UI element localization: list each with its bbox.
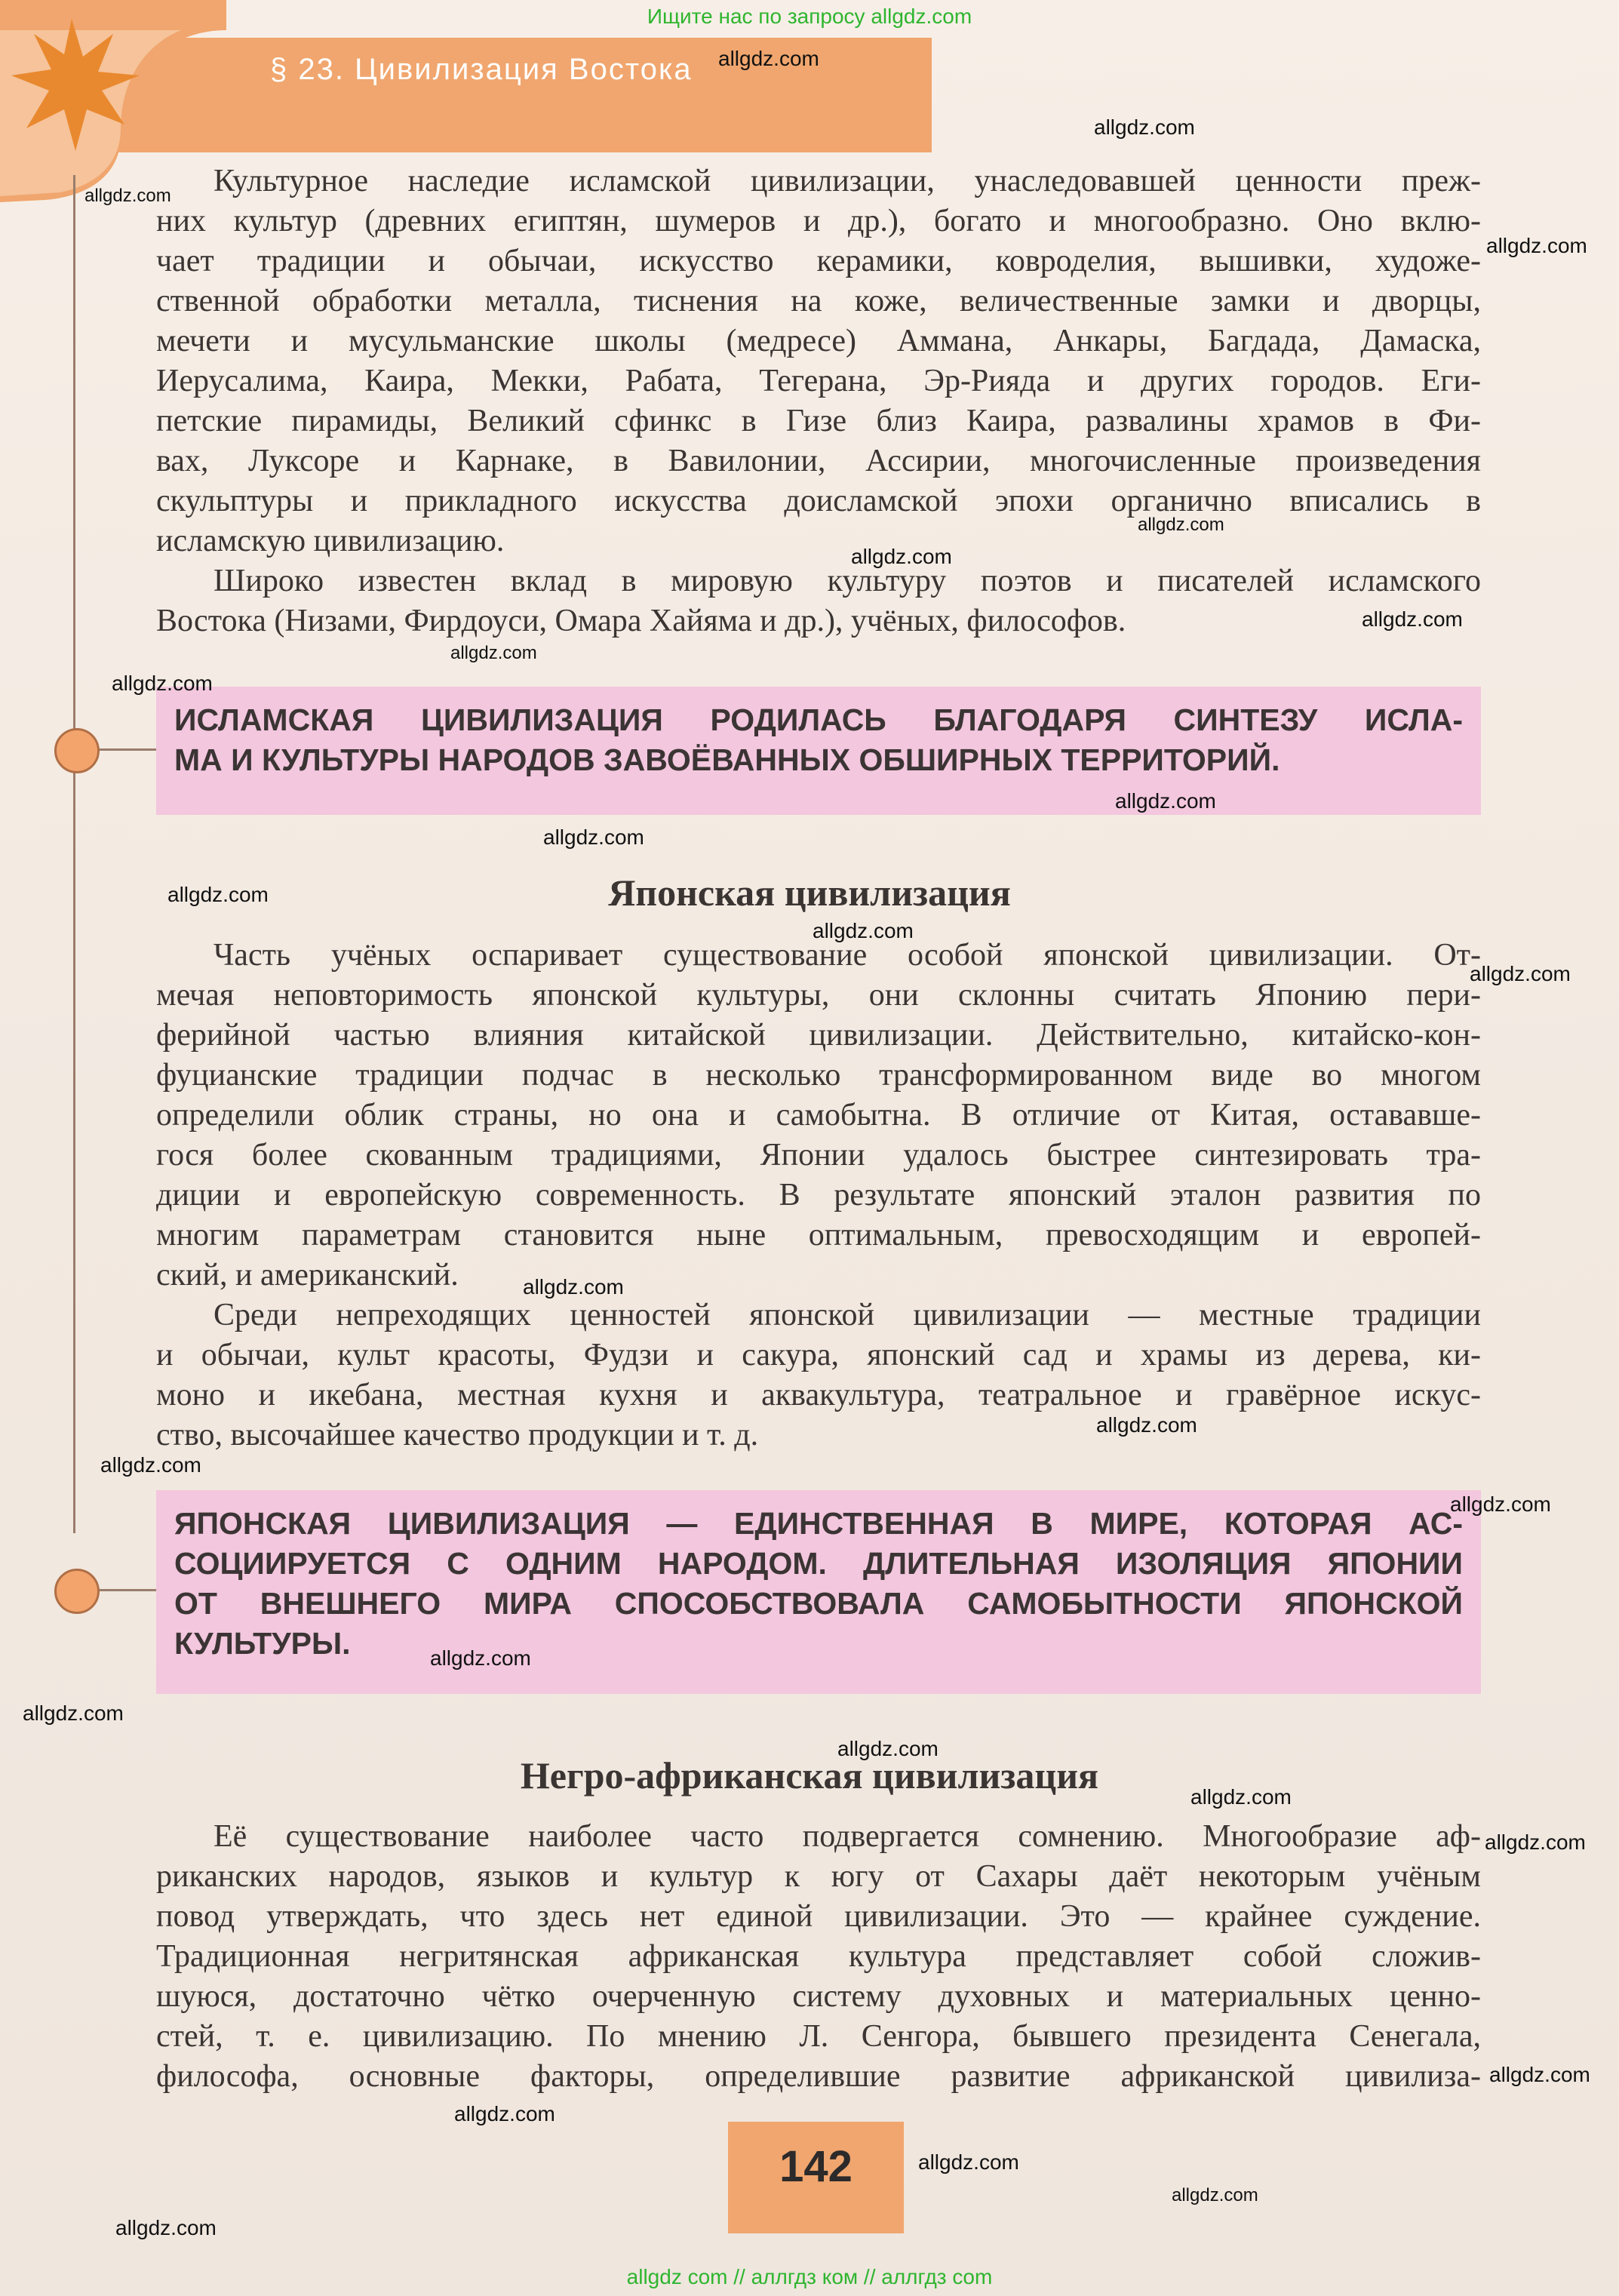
callout-line: СОЦИИРУЕТСЯ С ОДНИМ НАРОДОМ. ДЛИТЕЛЬНАЯ ИЗОЛЯЦИЯ ЯПОНИИ bbox=[174, 1546, 1463, 1581]
paragraph-japan-origin bbox=[156, 936, 1481, 1296]
watermark: allgdz.com bbox=[1470, 962, 1571, 985]
timeline-dot bbox=[54, 728, 100, 773]
watermark: allgdz.com bbox=[167, 883, 269, 906]
callout-japan bbox=[156, 1490, 1481, 1694]
text-line: Её существование наиболее часто подвергается сомнению. Многообразие аф- bbox=[214, 1819, 1481, 1854]
text-line: Среди непреходящих ценностей японской цивилизации — местные традиции bbox=[214, 1298, 1481, 1332]
text-line: ство, высочайшее качество продукции и т. д. bbox=[156, 1418, 759, 1452]
callout-line: ОТ ВНЕШНЕГО МИРА СПОСОБСТВОВАЛА САМОБЫТНОСТИ ЯПОНСКОЙ bbox=[174, 1586, 1463, 1621]
paragraph-japan-values bbox=[156, 1296, 1481, 1455]
watermark: allgdz.com bbox=[84, 186, 171, 206]
text-line: скульптуры и прикладного искусства доисламской эпохи органично вписались в bbox=[156, 484, 1481, 518]
text-line: многим параметрам становится ныне оптимальным, превосходящим и европей- bbox=[156, 1218, 1481, 1253]
text-line: моно и икебана, местная кухня и аквакультура, театральное и гравёрное искус- bbox=[156, 1378, 1481, 1412]
text-line: Востока (Низами, Фирдоуси, Омара Хайяма и др.), учёных, философов. bbox=[156, 604, 1126, 638]
watermark: allgdz.com bbox=[718, 47, 819, 70]
text-line: стей, т. е. цивилизацию. По мнению Л. Сенгора, бывшего президента Сенегала, bbox=[156, 2019, 1481, 2054]
text-line: мечети и мусульманские школы (медресе) Аммана, Анкары, Багдада, Дамаска, bbox=[156, 324, 1481, 358]
text-line: петские пирамиды, Великий сфинкс в Гизе близ Каира, развалины храмов в Фи- bbox=[156, 404, 1481, 438]
text-line: мечая неповторимость японской культуры, они склонны считать Японию пери- bbox=[156, 978, 1481, 1013]
callout-line: ИСЛАМСКАЯ ЦИВИЛИЗАЦИЯ РОДИЛАСЬ БЛАГОДАРЯ СИНТЕЗУ ИСЛА- bbox=[174, 702, 1463, 737]
watermark: allgdz.com bbox=[1115, 789, 1216, 813]
text-line: них культур (древних египтян, шумеров и др.), богато и многообразно. Оно вклю- bbox=[156, 204, 1481, 238]
watermark: allgdz.com bbox=[1450, 1492, 1551, 1516]
text-line: исламскую цивилизацию. bbox=[156, 524, 505, 558]
section-header-title: § 23. Цивилизация Востока bbox=[270, 53, 693, 86]
watermark: allgdz.com bbox=[1486, 234, 1587, 257]
text-line: ственной обработки металла, тиснения на коже, величественные замки и дворцы, bbox=[156, 284, 1481, 318]
text-line: диции и европейскую современность. В результате японский эталон развития по bbox=[156, 1178, 1481, 1213]
watermark: allgdz.com bbox=[112, 672, 213, 695]
watermark: allgdz.com bbox=[523, 1275, 624, 1299]
text-line: философа, основные факторы, определившие развитие африканской цивилиза- bbox=[156, 2059, 1481, 2094]
text-line: определили облик страны, но она и самобытна. В отличие от Китая, остававше- bbox=[156, 1098, 1481, 1133]
watermark: allgdz.com bbox=[851, 545, 952, 568]
text-line: фуцианские традиции подчас в несколько трансформированном виде во многом bbox=[156, 1058, 1481, 1093]
watermark: allgdz.com bbox=[430, 1646, 531, 1670]
watermark: allgdz.com bbox=[454, 2102, 555, 2125]
text-line: ферийной частью влияния китайской цивилизации. Действительно, китайско-кон- bbox=[156, 1018, 1481, 1053]
watermark: allgdz.com bbox=[1096, 1413, 1197, 1437]
page-number: 142 bbox=[779, 2142, 853, 2191]
text-line: и обычаи, культ красоты, Фудзи и сакура, японский сад и храмы из дерева, ки- bbox=[156, 1338, 1481, 1372]
watermark: allgdz.com bbox=[918, 2150, 1019, 2174]
text-line: Часть учёных оспаривает существование особой японской цивилизации. От- bbox=[214, 938, 1481, 973]
section-title-japan: Японская цивилизация bbox=[608, 871, 1011, 914]
bottom-banner[interactable]: allgdz com // аллгдз ком // аллгдз com bbox=[626, 2265, 993, 2288]
callout-line: ЯПОНСКАЯ ЦИВИЛИЗАЦИЯ — ЕДИНСТВЕННАЯ В МИРЕ, КОТОРАЯ АС- bbox=[174, 1506, 1463, 1541]
callout-islamic bbox=[156, 687, 1481, 815]
watermark: allgdz.com bbox=[1138, 515, 1224, 535]
section-title-africa: Негро-африканская цивилизация bbox=[520, 1754, 1099, 1797]
top-banner[interactable]: Ищите нас по запросу allgdz.com bbox=[647, 5, 972, 28]
timeline-line bbox=[73, 175, 75, 1533]
watermark: allgdz.com bbox=[1485, 1830, 1586, 1854]
watermark: allgdz.com bbox=[1489, 2063, 1590, 2086]
text-line: Традиционная негритянская африканская культура представляет собой сложив- bbox=[156, 1939, 1481, 1974]
callout-line: МА И КУЛЬТУРЫ НАРОДОВ ЗАВОЁВАННЫХ ОБШИРНЫХ ТЕРРИТОРИЙ. bbox=[174, 742, 1280, 777]
text-line: чает традиции и обычаи, искусство керамики, ковроделия, вышивки, художе- bbox=[156, 244, 1481, 278]
text-line: ский, и американский. bbox=[156, 1258, 459, 1292]
text-line: Широко известен вклад в мировую культуру поэтов и писателей исламского bbox=[214, 564, 1481, 598]
watermark: allgdz.com bbox=[1172, 2185, 1258, 2205]
text-line: Культурное наследие исламской цивилизации, унаследовавшей ценности преж- bbox=[214, 164, 1481, 198]
watermark: allgdz.com bbox=[1094, 115, 1195, 139]
text-line: Иерусалима, Каира, Мекки, Рабата, Тегерана, Эр-Рияда и других городов. Еги- bbox=[156, 364, 1481, 398]
paragraph-islamic-heritage bbox=[156, 161, 1481, 561]
watermark: allgdz.com bbox=[23, 1701, 124, 1725]
watermark: allgdz.com bbox=[450, 643, 537, 663]
watermark: allgdz.com bbox=[543, 825, 644, 849]
watermark: allgdz.com bbox=[100, 1453, 201, 1477]
text-line: шуюся, достаточно чётко очерченную систему духовных и материальных ценно- bbox=[156, 1979, 1481, 2014]
text-line: вах, Луксоре и Карнаке, в Вавилонии, Ассирии, многочисленные произведения bbox=[156, 444, 1481, 478]
watermark: allgdz.com bbox=[837, 1737, 939, 1760]
paragraph-islamic-poets bbox=[156, 561, 1481, 641]
watermark: allgdz.com bbox=[813, 919, 914, 942]
text-line: риканских народов, языков и культур к югу от Сахары даёт некоторым учёным bbox=[156, 1859, 1481, 1894]
text-line: повод утверждать, что здесь нет единой цивилизации. Это — крайнее суждение. bbox=[156, 1899, 1481, 1934]
watermark: allgdz.com bbox=[1362, 607, 1463, 631]
text-line: гося более скованным традициями, Японии удалось быстрее синтезировать тра- bbox=[156, 1138, 1481, 1173]
paragraph-africa bbox=[156, 1817, 1481, 2097]
timeline-dot bbox=[54, 1569, 100, 1614]
callout-line: КУЛЬТУРЫ. bbox=[174, 1626, 351, 1661]
watermark: allgdz.com bbox=[115, 2216, 217, 2239]
watermark: allgdz.com bbox=[1190, 1785, 1292, 1809]
